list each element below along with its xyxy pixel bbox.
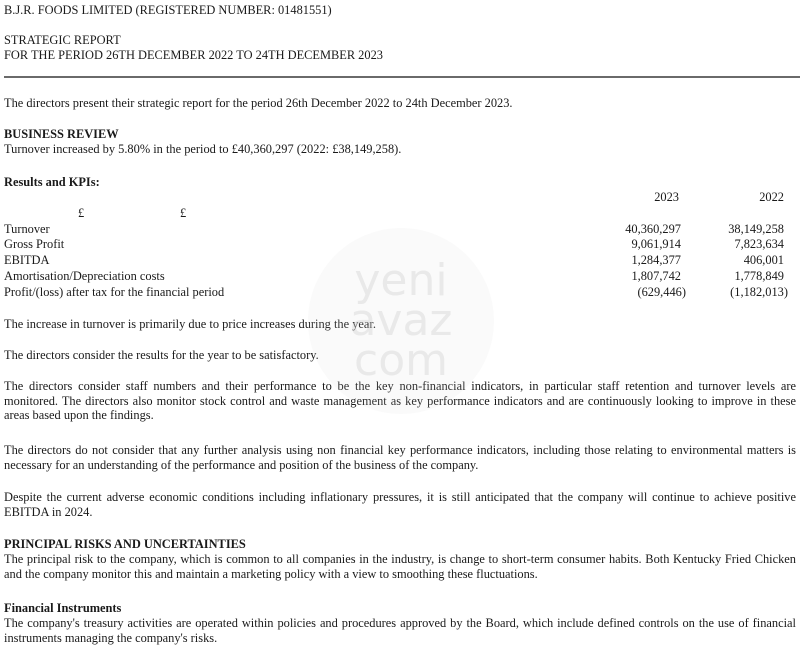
watermark-text: avaz [349,295,453,346]
risks-heading: PRINCIPAL RISKS AND UNCERTAINTIES [4,537,246,551]
financial-instruments-text: The company's treasury activities are operated within policies and procedures approved by the Board, which include defined controls on the use of financial instruments managing the company's risks. [4,616,796,645]
kpi-value-2022: 406,001 [743,253,784,267]
kpi-year-header [4,190,796,205]
paragraph-further-analysis: The directors do not consider that any further analysis using non financial key performance indicators, including those relating to environmental matters is necessary for an understanding of the performance and position of the business of the company. [4,443,796,472]
risks-text: The principal risk to the company, which is common to all companies in the industry, is change to short-term consumer habits. Both Kentucky Fried Chicken and the company monitor this and maintain a marketing policy with a view to smoothing these fluctuations. [4,552,796,581]
kpi-currency-header [4,206,796,221]
kpi-label: Amortisation/Depreciation costs [4,269,165,283]
company-name: B.J.R. FOODS LIMITED (REGISTERED NUMBER: 01481551) [4,3,332,17]
header-divider [4,76,800,78]
kpi-value-2022: (1,182,013) [730,285,788,299]
business-review-text: Turnover increased by 5.80% in the period to £40,360,297 (2022: £38,149,258). [4,142,402,156]
paragraph-non-financial-kpis: The directors consider staff numbers and their performance to be the key non-financial indicators, in particular staff retention and turnover levels are monitored. The directors also monitor stock control and waste management as key performance indicators and are continuously looking to improve in these areas based upon the findings. [4,379,796,422]
kpi-label: EBITDA [4,253,50,267]
kpi-label: Turnover [4,222,50,236]
year-current: 2023 [654,190,679,204]
kpi-value-2023: 1,807,742 [631,269,681,283]
kpi-label: Profit/(loss) after tax for the financial period [4,285,225,299]
kpi-value-2023: 1,284,377 [631,253,681,267]
paragraph-outlook: Despite the current adverse economic conditions including inflationary pressures, it is still anticipated that the company will continue to achieve positive EBITDA in 2024. [4,490,796,519]
kpi-row-amortisation [4,269,796,284]
kpi-value-2022: 1,778,849 [734,269,784,283]
report-period: FOR THE PERIOD 26TH DECEMBER 2022 TO 24TH DECEMBER 2023 [4,48,383,62]
currency-symbol: £ [78,206,85,220]
watermark-text: com [354,335,448,386]
currency-symbol: £ [180,206,187,220]
paragraph-results: The directors consider the results for the year to be satisfactory. [4,348,319,362]
kpi-value-2023: 40,360,297 [625,222,681,236]
kpi-value-2023: (629,446) [637,285,686,299]
kpi-value-2022: 7,823,634 [734,237,784,251]
kpi-label: Gross Profit [4,237,65,251]
financial-instruments-heading: Financial Instruments [4,601,122,615]
kpi-value-2022: 38,149,258 [728,222,784,236]
intro-paragraph: The directors present their strategic report for the period 26th December 2022 to 24th December 2023. [4,96,513,110]
business-review-heading: BUSINESS REVIEW [4,127,119,141]
paragraph-turnover-reason: The increase in turnover is primarily due to price increases during the year. [4,317,376,331]
watermark-text: yeni [354,255,448,306]
kpi-row-ebitda [4,253,796,268]
kpi-value-2023: 9,061,914 [631,237,681,251]
kpi-row-turnover [4,222,796,237]
report-title: STRATEGIC REPORT [4,33,121,47]
kpi-heading: Results and KPIs: [4,175,100,189]
year-prior: 2022 [759,190,784,204]
kpi-row-profit-after-tax [4,285,796,300]
kpi-row-gross-profit [4,237,796,252]
